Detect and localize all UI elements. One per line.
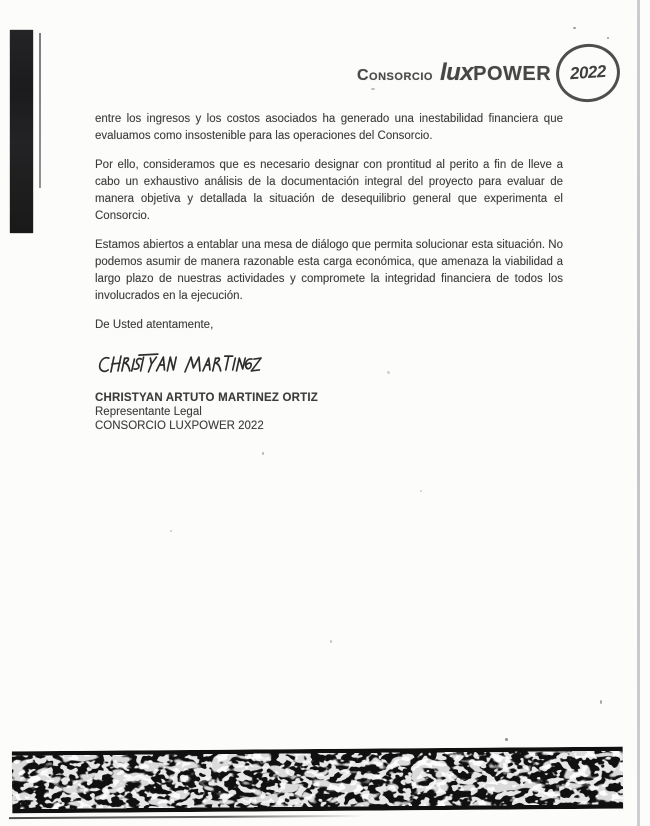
scan-artifact-left-black-bar <box>10 30 33 233</box>
dust-speck <box>262 452 264 455</box>
dust-speck <box>600 700 602 704</box>
redaction-noise <box>12 747 623 814</box>
letter-paragraph: Estamos abiertos a entablar una mesa de diálogo que permita solucionar esta situación. No podemos asumir de manera razonable esta carga económica, que amenaza la viabilidad a largo plazo de nuestras actividades y compromete la integridad financiera de todos los involucrados en la ejecución. <box>95 239 563 302</box>
logo-wordmark <box>357 59 551 87</box>
dust-speck <box>505 738 508 741</box>
logo-brand-lux: lux <box>439 59 474 86</box>
closing-line: De Usted atentamente, <box>95 319 214 331</box>
dust-speck <box>420 490 422 492</box>
consorcio-luxpower-logo <box>357 44 620 102</box>
letter-paragraph: Por ello, consideramos que es necesario designar con prontitud al perito a fin de lleve a cabo un exhaustivo análisis de la documentación integral del proyecto para evaluar de manera objetiva y detallada la situación de desequilibrio general que experimenta el Consorcio. <box>95 159 563 222</box>
logo-year-text: 2022 <box>569 61 607 84</box>
signer-name: CHRISTYAN ARTUTO MARTINEZ ORTIZ <box>95 392 318 404</box>
scan-artifact-right-edge-line <box>637 0 640 826</box>
letter-body <box>95 111 563 433</box>
logo-brand-text <box>440 59 551 87</box>
signature-strokes <box>95 347 263 383</box>
letter-paragraph: entre los ingresos y los costos asociados ha generado una inestabilidad financiera que evaluamos como insostenible para las operaciones del Consorcio. <box>95 113 563 142</box>
logo-brand-power: POWER <box>473 63 552 85</box>
dust-speck <box>170 530 172 532</box>
signature-handwriting <box>95 347 563 385</box>
signer-company: CONSORCIO LUXPOWER 2022 <box>95 420 264 432</box>
logo-consorcio-text: Consorcio <box>357 67 433 84</box>
signer-title: Representante Legal <box>95 406 202 418</box>
scan-artifact-left-thin-line <box>39 33 41 188</box>
redacted-footer-block <box>12 747 623 814</box>
dust-speck <box>573 27 576 29</box>
scan-artifact-bottom-line <box>9 815 365 819</box>
signature-block <box>95 391 563 433</box>
logo-year-circle <box>552 40 623 106</box>
dust-speck <box>607 37 609 39</box>
dust-speck <box>330 640 332 643</box>
